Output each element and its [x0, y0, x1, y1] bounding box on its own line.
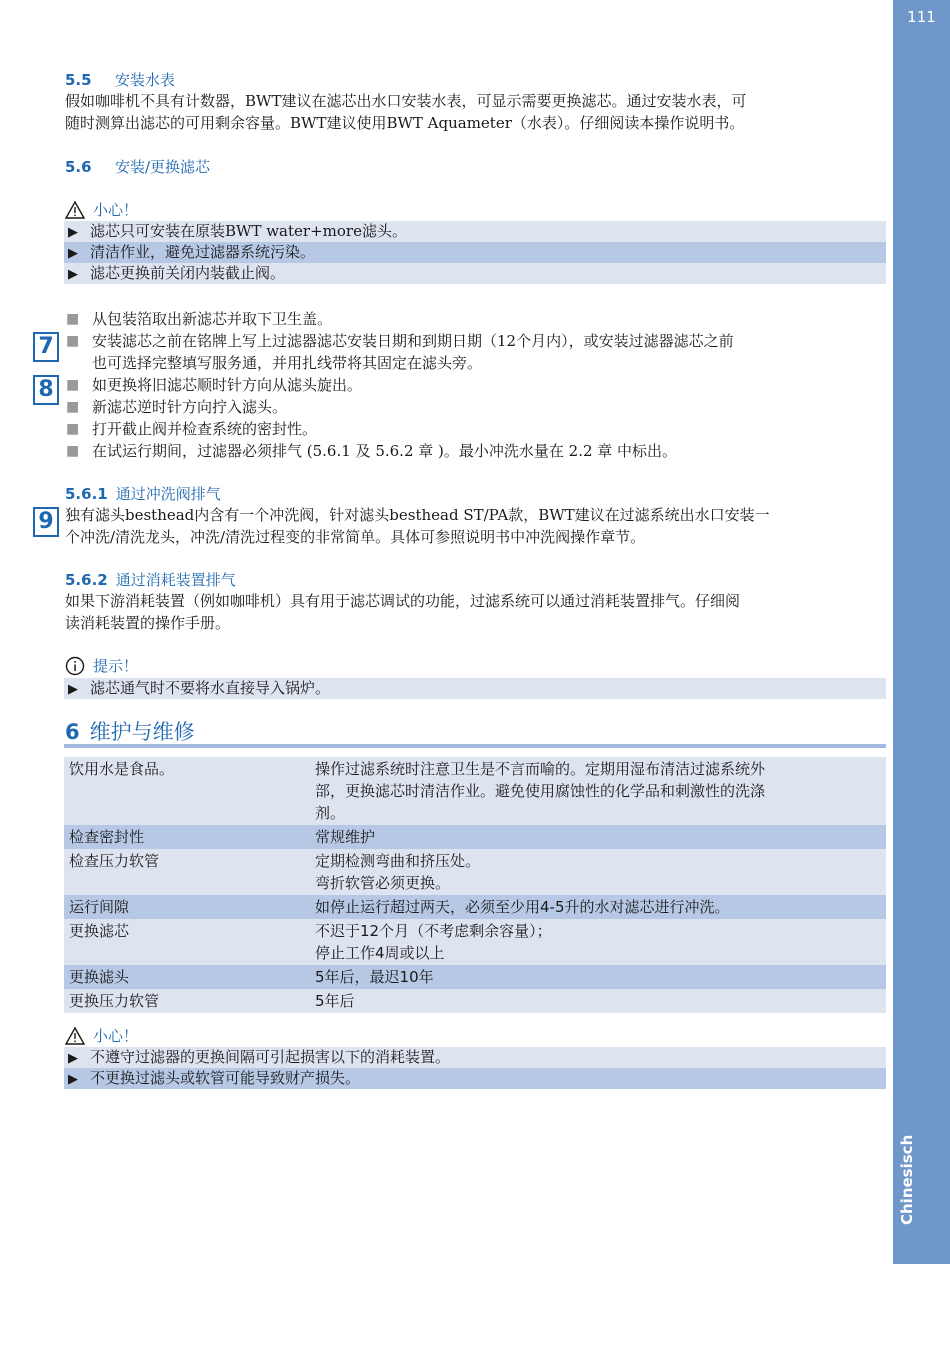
table-cell-label: 检查密封性 [69, 828, 145, 846]
list-item-text: 不遵守过滤器的更换间隔可引起损害以下的消耗装置。 [90, 1048, 451, 1066]
table-row [64, 989, 886, 1013]
chapter-6-number: 6 [65, 720, 80, 744]
list-item-text: 不更换过滤头或软管可能导致财产损失。 [90, 1069, 361, 1087]
text-line: 个冲洗/清洗龙头，冲洗/清洗过程变的非常简单。具体可参照说明书中冲洗阀操作章节。 [65, 528, 646, 546]
table-cell-label: 检查压力软管 [69, 852, 160, 870]
table-cell-value [315, 966, 886, 988]
install-steps [64, 308, 886, 462]
table-cell-label: 运行间隙 [69, 898, 130, 916]
arrow-bullet-icon: ▶ [68, 682, 78, 697]
heading-5-6-title: 安装/更换滤芯 [115, 158, 211, 176]
chapter-6-heading [65, 716, 195, 746]
list-item [64, 221, 886, 242]
page-number: 111 [907, 8, 936, 26]
side-tab [893, 0, 950, 1264]
info-circle-icon [65, 656, 85, 676]
text-line: 读消耗装置的操作手册。 [65, 614, 231, 632]
table-cell-value [315, 850, 886, 894]
text-line: 随时测算出滤芯的可用剩余容量。BWT建议使用BWT Aquameter（水表）。仔细阅读本操作说明书。 [65, 114, 745, 132]
heading-5-6-1-title: 通过冲洗阀排气 [115, 485, 221, 503]
square-bullet-icon: ■ [66, 421, 80, 437]
paragraph-5-6-1 [65, 504, 880, 548]
list-item [64, 418, 886, 440]
caution-label: 小心！ [93, 1027, 139, 1045]
arrow-bullet-icon: ▶ [68, 246, 78, 261]
heading-5-6-2-number: 5.6.2 [65, 571, 108, 589]
cell-line: 弯折软管必须更换。 [315, 874, 451, 892]
cell-line: 操作过滤系统时注意卫生是不言而喻的。定期用湿布清洁过滤系统外 [315, 760, 766, 778]
arrow-bullet-icon: ▶ [68, 225, 78, 240]
paragraph-5-6-2 [65, 590, 880, 634]
table-row [64, 965, 886, 989]
table-cell-label: 更换滤芯 [69, 922, 130, 940]
heading-5-6-2 [65, 569, 236, 590]
heading-5-5 [65, 69, 175, 90]
list-item [64, 330, 886, 352]
list-item-text: 滤芯更换前关闭内装截止阀。 [90, 264, 286, 282]
square-bullet-icon: ■ [66, 443, 80, 459]
table-row [64, 919, 886, 965]
cell-line: 5年后，最迟10年 [315, 968, 434, 986]
table-cell-label: 更换滤头 [69, 968, 130, 986]
heading-5-6-number: 5.6 [65, 158, 92, 176]
cell-line: 部，更换滤芯时清洁作业。避免使用腐蚀性的化学品和刺激性的洗涤 [315, 782, 766, 800]
arrow-bullet-icon: ▶ [68, 267, 78, 282]
list-item [64, 242, 886, 263]
square-bullet-icon: ■ [66, 399, 80, 415]
square-bullet-icon: ■ [66, 311, 80, 327]
heading-5-6-2-title: 通过消耗装置排气 [115, 571, 236, 589]
list-item-text: 打开截止阀并检查系统的密封性。 [92, 420, 318, 438]
text-line: 独有滤头besthead内含有一个冲洗阀，针对滤头besthead ST/PA款，BWT建议在过滤系统出水口安装一 [65, 506, 770, 524]
text-line: 假如咖啡机不具有计数器，BWT建议在滤芯出水口安装水表，可显示需要更换滤芯。通过安装水表，可 [65, 92, 747, 110]
text-line: 如果下游消耗装置（例如咖啡机）具有用于滤芯调试的功能，过滤系统可以通过消耗装置排气。仔细阅 [65, 592, 741, 610]
cell-line: 如停止运行超过两天，必须至少用4-5升的水对滤芯进行冲洗。 [315, 898, 730, 916]
list-item [64, 440, 886, 462]
arrow-bullet-icon: ▶ [68, 1072, 78, 1087]
heading-5-6 [65, 156, 210, 177]
warning-triangle-icon [65, 1027, 85, 1045]
table-row [64, 849, 886, 895]
list-item [64, 396, 886, 418]
caution-list [64, 221, 886, 284]
list-item [64, 1068, 886, 1089]
note-heading [65, 655, 138, 676]
cell-line: 剂。 [315, 804, 346, 822]
heading-5-6-1 [65, 483, 221, 504]
warning-triangle-icon [65, 201, 85, 219]
table-cell-label: 更换压力软管 [69, 992, 160, 1010]
cell-line: 常规维护 [315, 828, 376, 846]
cell-line: 不迟于12个月（不考虑剩余容量）； [315, 922, 552, 940]
list-item-text: 安装滤芯之前在铭牌上写上过滤器滤芯安装日期和到期日期（12个月内），或安装过滤器滤芯之前 [92, 332, 734, 350]
maintenance-table [64, 757, 886, 1013]
caution-heading-2 [65, 1025, 138, 1046]
list-item [64, 678, 886, 699]
list-item-text: 也可选择完整填写服务通，并用扎线带将其固定在滤头旁。 [92, 354, 483, 372]
table-cell-value [315, 896, 886, 918]
list-item-text: 滤芯只可安装在原装BWT water+more滤头。 [90, 222, 407, 240]
table-cell-value [315, 758, 886, 824]
table-cell-value [315, 826, 886, 848]
list-item [64, 352, 886, 374]
table-cell-value [315, 920, 886, 964]
table-row [64, 895, 886, 919]
list-item [64, 1047, 886, 1068]
list-item-text: 清洁作业，避免过滤器系统污染。 [90, 243, 316, 261]
square-bullet-icon: ■ [66, 377, 80, 393]
figure-ref-9: 9 [33, 507, 59, 537]
note-list [64, 678, 886, 699]
figure-ref-7: 7 [33, 332, 59, 362]
list-item [64, 374, 886, 396]
caution-label: 小心！ [93, 201, 139, 219]
chapter-6-title: 维护与维修 [89, 720, 195, 744]
caution-heading [65, 199, 138, 220]
table-cell-label: 饮用水是食品。 [69, 760, 175, 778]
list-item [64, 263, 886, 284]
figure-ref-8: 8 [33, 375, 59, 405]
chapter-divider [64, 744, 886, 748]
list-item-text: 新滤芯逆时针方向拧入滤头。 [92, 398, 288, 416]
square-bullet-icon: ■ [66, 333, 80, 349]
table-row [64, 825, 886, 849]
language-label: Chinesisch [898, 1134, 916, 1225]
list-item-text: 在试运行期间，过滤器必须排气 (5.6.1 及 5.6.2 章 )。最小冲洗水量在 2.2 章 中标出。 [92, 442, 678, 460]
caution-list-2 [64, 1047, 886, 1089]
list-item-text: 如更换将旧滤芯顺时针方向从滤头旋出。 [92, 376, 363, 394]
heading-5-5-number: 5.5 [65, 71, 92, 89]
list-item-text: 滤芯通气时不要将水直接导入锅炉。 [90, 679, 331, 697]
arrow-bullet-icon: ▶ [68, 1051, 78, 1066]
table-row [64, 757, 886, 825]
heading-5-6-1-number: 5.6.1 [65, 485, 108, 503]
heading-5-5-title: 安装水表 [115, 71, 176, 89]
note-label: 提示！ [93, 657, 139, 675]
cell-line: 停止工作4周或以上 [315, 944, 445, 962]
paragraph-5-5 [65, 90, 880, 134]
table-cell-value [315, 990, 886, 1012]
cell-line: 5年后 [315, 992, 355, 1010]
list-item-text: 从包装箔取出新滤芯并取下卫生盖。 [92, 310, 333, 328]
list-item [64, 308, 886, 330]
cell-line: 定期检测弯曲和挤压处。 [315, 852, 481, 870]
